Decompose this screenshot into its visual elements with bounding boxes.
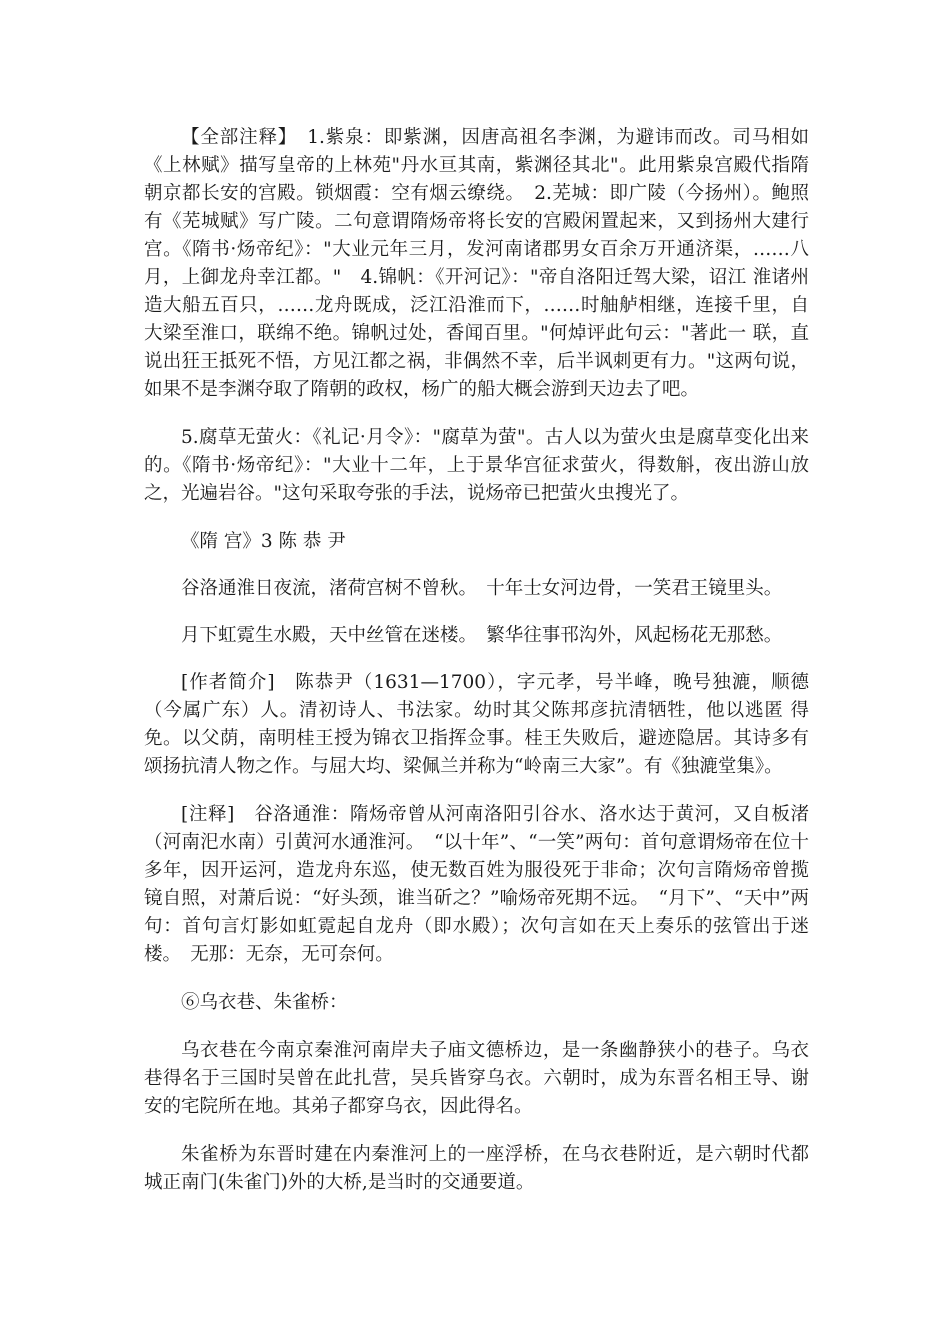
annotation-paragraph-fireflies: 5.腐草无萤火：《礼记·月令》："腐草为萤"。古人以为萤火虫是腐草变化出来的。《隋书·炀帝纪》："大业十二年，上于景华宫征求萤火，得数斛，夜出游山放之，光遍岩谷。"这句采取夸张的手法，说炀帝已把萤火虫搜光了。 [144,427,809,504]
zhuque-bridge-paragraph: 朱雀桥为东晋时建在内秦淮河上的一座浮桥，在乌衣巷附近，是六朝时代都城正南门(朱雀门)外的大桥,是当时的交通要道。 [144,1144,809,1193]
poem-line-1: 谷洛通淮日夜流，渚荷宫树不曾秋。 十年士女河边骨，一笑君王镜里头。 [181,578,783,599]
author-intro-paragraph: [作者简介] 陈恭尹（1631—1700），字元孝，号半峰，晚号独漉，顺德（今属广东）人。清初诗人、书法家。幼时其父陈邦彦抗清牺牲，他以逃匿 得免。以父荫，南明桂王授为锦衣卫指挥佥事。桂王失败后，避迹隐居。其诗多有颂扬抗清人物之作。与屈大均、梁佩兰并称为“岭南三大家”。有《独漉堂集》。 [144,672,809,777]
poem-title: 《隋 宫》3 陈 恭 尹 [181,531,346,552]
notes-paragraph: [注释] 谷洛通淮：隋炀帝曾从河南洛阳引谷水、洛水达于黄河，又自板渚（河南汜水南）引黄河水通淮河。 “以十年”、“一笑”两句：首句意谓炀帝在位十多年，因开运河，造龙舟东巡，使无数百姓为服役死于非命；次句言隋炀帝曾揽镜自照，对萧后说：“好头颈，谁当斫之？”喻炀帝死期不远。 “月下”、“天中”两句：首句言灯影如虹霓起自龙舟（即水殿）；次句言如在天上奏乐的弦管出于迷楼。 无那：无奈，无可奈何。 [144,804,809,965]
wuyi-lane-paragraph: 乌衣巷在今南京秦淮河南岸夫子庙文德桥边，是一条幽静狭小的巷子。乌衣巷得名于三国时吴曾在此扎营，吴兵皆穿乌衣。六朝时，成为东晋名相王导、谢安的宅院所在地。其弟子都穿乌衣，因此得名。 [144,1040,809,1117]
section-heading-wuyi-lane: ⑥乌衣巷、朱雀桥： [181,992,348,1013]
document-body [144,124,809,1217]
annotation-paragraph-sui-gong-li-shangyin: 【全部注释】 1.紫泉：即紫渊，因唐高祖名李渊，为避讳而改。司马相如《上林赋》描写皇帝的上林苑"丹水亘其南，紫渊径其北"。此用紫泉宫殿代指隋 朝京都长安的宫殿。锁烟霞：空有烟云缭绕。 2.芜城：即广陵（今扬州）。鲍照有《芜城赋》写广陵。二句意谓隋炀帝将长安的宫殿闲置起来，又到扬州大建行 宫。《隋书·炀帝纪》："大业元年三月，发河南诸郡男女百余万开通济渠，……八月，上御龙舟幸江都。" 4.锦帆：《开河记》："帝自洛阳迁驾大梁，诏江 淮诸州造大船五百只，……龙舟既成，泛江沿淮而下，……时舳舻相继，连接千里，自大梁至淮口，联绵不绝。锦帆过处，香闻百里。"何焯评此句云："著此一 联，直说出狂王抵死不悟，方见江都之祸，非偶然不幸，后半讽刺更有力。"这两句说，如果不是李渊夺取了隋朝的政权，杨广的船大概会游到天边去了吧。 [144,127,809,400]
poem-line-2: 月下虹霓生水殿，天中丝管在迷楼。 繁华往事邗沟外，风起杨花无那愁。 [181,625,783,646]
